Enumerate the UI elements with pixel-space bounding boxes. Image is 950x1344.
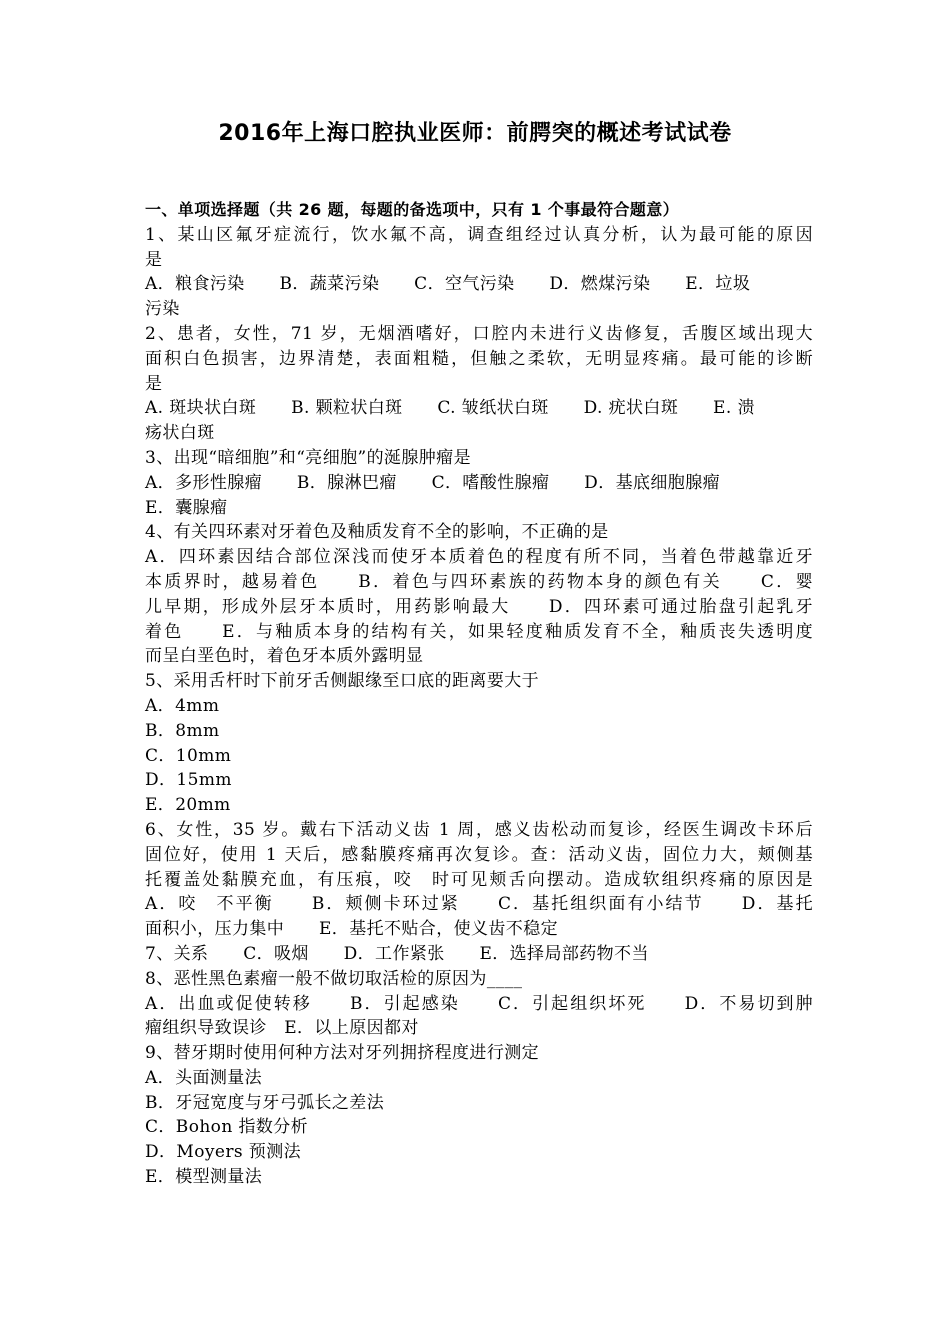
text-line: A．出血或促使转移 B．引起感染 C．引起组织坏死 D．不易切到肿 xyxy=(145,993,813,1014)
text-line: D．Moyers 预测法 xyxy=(145,1142,301,1163)
text-line: 4、有关四环素对牙着色及釉质发育不全的影响，不正确的是 xyxy=(145,522,609,543)
text-line: A．粮食污染 B．蔬菜污染 C．空气污染 D．燃煤污染 E．垃圾 xyxy=(145,274,751,295)
text-line: 儿早期，形成外层牙本质时，用药影响最大 D．四环素可通过胎盘引起乳牙 xyxy=(145,596,813,617)
text-line: 9、替牙期时使用何种方法对牙列拥挤程度进行测定 xyxy=(145,1043,540,1064)
text-line: B．8mm xyxy=(145,720,220,741)
text-line: 污染 xyxy=(145,299,180,320)
text-line: 1、某山区氟牙症流行，饮水氟不高，调查组经过认真分析，认为最可能的原因 xyxy=(145,224,813,245)
text-line: 本质界时，越易着色 B．着色与四环素族的药物本身的颜色有关 C．婴 xyxy=(145,571,813,592)
text-line: D．15mm xyxy=(145,770,232,791)
text-line: 是 xyxy=(145,249,163,270)
text-line: A．4mm xyxy=(145,695,220,716)
text-line: 6、女性，35 岁。戴右下活动义齿 1 周，感义齿松动而复诊，经医生调改卡环后 xyxy=(145,819,813,840)
text-line: 固位好，使用 1 天后，感黏膜疼痛再次复诊。查：活动义齿，固位力大，颊侧基 xyxy=(145,844,813,865)
text-line: E．囊腺瘤 xyxy=(145,497,228,518)
text-line: E．模型测量法 xyxy=(145,1167,263,1188)
text-line: C．Bohon 指数分析 xyxy=(145,1117,309,1138)
text-line: E．20mm xyxy=(145,795,231,816)
text-line: 瘤组织导致误诊 E．以上原因都对 xyxy=(145,1018,419,1039)
text-line: 托覆盖处黏膜充血，有压痕，咬 时可见颊舌向摆动。造成软组织疼痛的原因是 xyxy=(145,869,813,890)
text-line: 5、采用舌杆时下前牙舌侧龈缘至口底的距离要大于 xyxy=(145,671,540,692)
text-line: B．牙冠宽度与牙弓弧长之差法 xyxy=(145,1092,385,1113)
text-line: 3、出现“暗细胞”和“亮细胞”的涎腺肿瘤是 xyxy=(145,447,471,468)
document-body xyxy=(145,198,813,1190)
document-title: 2016年上海口腔执业医师：前腭突的概述考试试卷 xyxy=(218,121,732,146)
text-line: 8、恶性黑色素瘤一般不做切取活检的原因为____ xyxy=(145,968,523,989)
text-line: A．头面测量法 xyxy=(145,1067,263,1088)
text-line: 而呈白垩色时，着色牙本质外露明显 xyxy=(145,646,424,667)
text-line: 7、关系 C．吸烟 D．工作紧张 E．选择局部药物不当 xyxy=(145,943,649,964)
text-line: 着色 E．与釉质本身的结构有关，如果轻度釉质发育不全，釉质丧失透明度 xyxy=(145,621,813,642)
text-line: A．咬 不平衡 B．颊侧卡环过紧 C．基托组织面有小结节 D．基托 xyxy=(145,894,813,915)
section-heading: 一、单项选择题（共 26 题，每题的备选项中，只有 1 个事最符合题意） xyxy=(145,200,680,219)
text-line: A．多形性腺瘤 B．腺淋巴瘤 C．嗜酸性腺瘤 D．基底细胞腺瘤 xyxy=(145,472,721,493)
text-line: A．四环素因结合部位深浅而使牙本质着色的程度有所不同，当着色带越靠近牙 xyxy=(145,547,813,568)
text-line: C．10mm xyxy=(145,745,232,766)
text-line: 疡状白斑 xyxy=(145,423,215,444)
text-line: 面积小，压力集中 E．基托不贴合，使义齿不稳定 xyxy=(145,919,559,940)
text-line: A. 斑块状白斑 B. 颗粒状白斑 C. 皱纸状白斑 D. 疣状白斑 E. 溃 xyxy=(145,398,755,419)
text-line: 面积白色损害，边界清楚，表面粗糙，但触之柔软，无明显疼痛。最可能的诊断 xyxy=(145,348,813,369)
text-line: 2、患者，女性，71 岁，无烟酒嗜好，口腔内未进行义齿修复，舌腹区域出现大 xyxy=(145,323,813,344)
text-line: 是 xyxy=(145,373,163,394)
